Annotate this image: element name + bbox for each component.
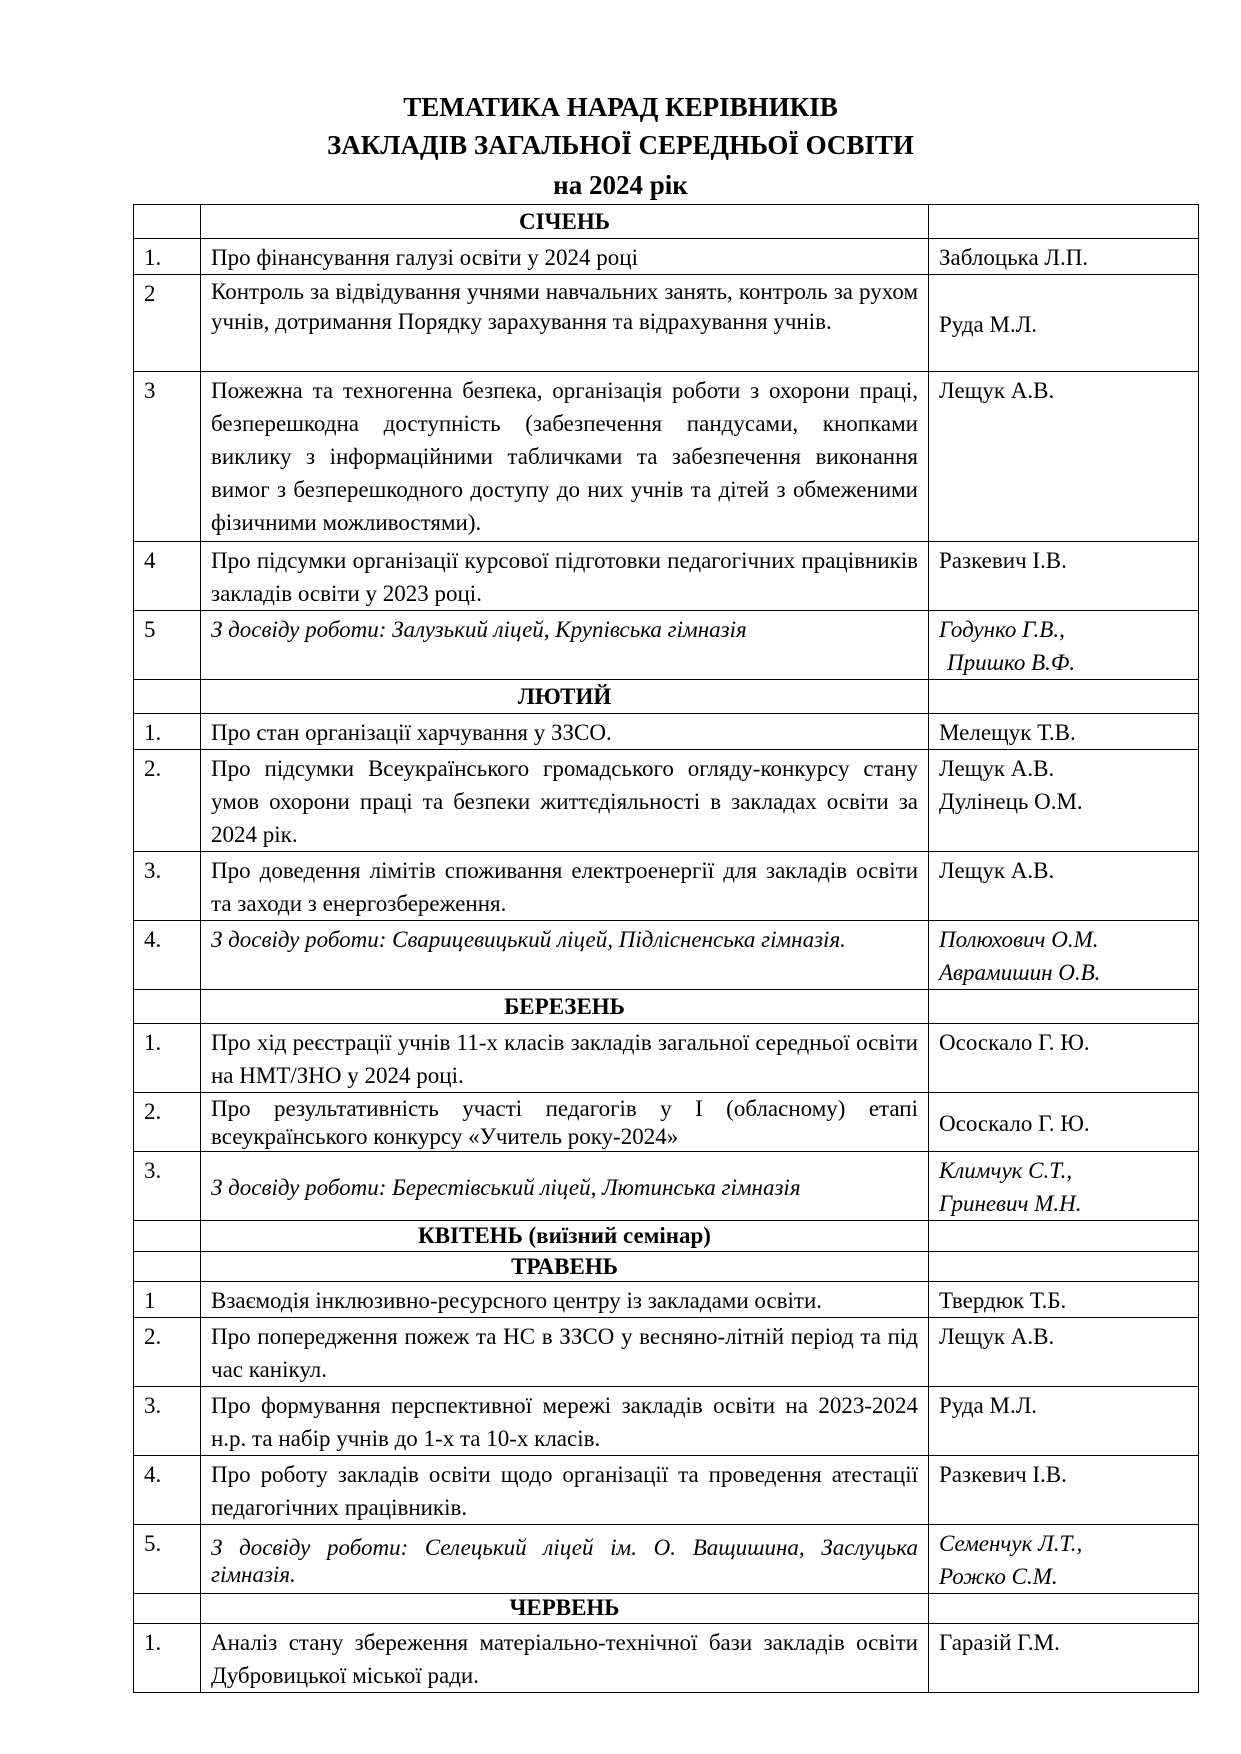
- table-row: [134, 275, 1199, 372]
- row-number: 4: [134, 542, 201, 611]
- meeting-topic: З досвіду роботи: Сварицевицький ліцей, Підлісненська гімназія.: [201, 921, 929, 990]
- meeting-topic: Пожежна та техногенна безпека, організація роботи з охорони праці, безперешкодна доступність (забезпечення пандусами, кнопками виклику з інформаційними табличками та забезпечення виконання вимог з безперешкодного доступу до них учнів та дітей з обмеженими фізичними можливостями).: [201, 372, 929, 542]
- responsible-person: Гаразій Г.М.: [929, 1624, 1199, 1693]
- empty-cell: [929, 680, 1199, 714]
- meeting-topic: З досвіду роботи: Залузький ліцей, Крупівська гімназія: [201, 611, 929, 680]
- row-number: 1.: [134, 1024, 201, 1093]
- table-row: [134, 1024, 1199, 1093]
- responsible-persons: [929, 750, 1199, 852]
- meeting-topic: Аналіз стану збереження матеріально-технічної бази закладів освіти Дубровицької міської ради.: [201, 1624, 929, 1693]
- document-title-year: на 2024 рік: [553, 170, 688, 200]
- month-label-june: ЧЕРВЕНЬ: [201, 1594, 929, 1624]
- responsible-person: Руда М.Л.: [929, 275, 1199, 372]
- responsible-person: Разкевич І.В.: [929, 1456, 1199, 1525]
- table-row: [134, 852, 1199, 921]
- meeting-topic: З досвіду роботи: Берестівський ліцей, Лютинська гімназія: [201, 1152, 929, 1221]
- month-row-march: [134, 990, 1199, 1024]
- month-label-january: СІЧЕНЬ: [201, 205, 929, 239]
- empty-cell: [134, 1252, 201, 1282]
- meeting-topic: Про стан організації харчування у ЗЗСО.: [201, 714, 929, 750]
- month-label-march: БЕРЕЗЕНЬ: [201, 990, 929, 1024]
- empty-cell: [134, 990, 201, 1024]
- row-number: 2.: [134, 750, 201, 852]
- empty-cell: [134, 1594, 201, 1624]
- responsible-person: Климчук С.Т.,: [939, 1158, 1073, 1183]
- table-row: [134, 1152, 1199, 1221]
- meeting-topic: Про результативність участі педагогів у І (обласному) етапі всеукраїнського конкурсу «Учитель року-2024»: [201, 1093, 929, 1152]
- table-row: [134, 1282, 1199, 1318]
- empty-cell: [929, 990, 1199, 1024]
- meeting-topic: Про хід реєстрації учнів 11-х класів закладів загальної середньої освіти на НМТ/ЗНО у 2024 році.: [201, 1024, 929, 1093]
- responsible-person: Руда М.Л.: [929, 1387, 1199, 1456]
- table-row: [134, 1387, 1199, 1456]
- table-row: [134, 714, 1199, 750]
- meeting-topic: Про фінансування галузі освіти у 2024 році: [201, 239, 929, 275]
- document-title-line-2: ЗАКЛАДІВ ЗАГАЛЬНОЇ СЕРЕДНЬОЇ ОСВІТИ: [327, 130, 914, 160]
- document-title-line-1: ТЕМАТИКА НАРАД КЕРІВНИКІВ: [403, 92, 838, 122]
- row-number: 4.: [134, 1456, 201, 1525]
- meeting-topic: Про підсумки організації курсової підготовки педагогічних працівників закладів освіти у 2023 році.: [201, 542, 929, 611]
- responsible-person: Разкевич І.В.: [929, 542, 1199, 611]
- month-row-may: [134, 1252, 1199, 1282]
- meetings-schedule-table: [133, 204, 1199, 1693]
- row-number: 3.: [134, 1152, 201, 1221]
- responsible-person: Годунко Г.В.,: [939, 617, 1065, 642]
- table-row: [134, 372, 1199, 542]
- row-number: 1.: [134, 1624, 201, 1693]
- meeting-topic: Контроль за відвідування учнями навчальних занять, контроль за рухом учнів, дотримання Порядку зарахування та відрахування учнів.: [201, 275, 929, 372]
- meeting-topic: Про підсумки Всеукраїнського громадського огляду-конкурсу стану умов охорони праці та безпеки життєдіяльності в закладах освіти за 2024 рік.: [201, 750, 929, 852]
- month-row-june: [134, 1594, 1199, 1624]
- responsible-person: Ососкало Г. Ю.: [929, 1093, 1199, 1152]
- responsible-persons: [929, 921, 1199, 990]
- empty-cell: [929, 1252, 1199, 1282]
- empty-cell: [929, 1594, 1199, 1624]
- meeting-topic: Про попередження пожеж та НС в ЗЗСО у весняно-літній період та під час канікул.: [201, 1318, 929, 1387]
- responsible-persons: [929, 1525, 1199, 1594]
- meeting-topic: Про доведення лімітів споживання електроенергії для закладів освіти та заходи з енергозбереження.: [201, 852, 929, 921]
- empty-cell: [134, 205, 201, 239]
- month-row-february: [134, 680, 1199, 714]
- responsible-person: Лещук А.В.: [929, 372, 1199, 542]
- table-row: [134, 542, 1199, 611]
- row-number: 3.: [134, 852, 201, 921]
- table-row: [134, 1525, 1199, 1594]
- month-row-april: [134, 1221, 1199, 1252]
- responsible-person: Аврамишин О.В.: [939, 960, 1101, 985]
- month-label-may: ТРАВЕНЬ: [201, 1252, 929, 1282]
- empty-cell: [929, 1221, 1199, 1252]
- table-row: [134, 611, 1199, 680]
- responsible-person: Ососкало Г. Ю.: [929, 1024, 1199, 1093]
- row-number: 2: [134, 275, 201, 372]
- responsible-person: Заблоцька Л.П.: [929, 239, 1199, 275]
- month-row-january: [134, 205, 1199, 239]
- meeting-topic: З досвіду роботи: Селецький ліцей ім. О. Ващишина, Заслуцька гімназія.: [201, 1525, 929, 1594]
- responsible-person: Полюхович О.М.: [939, 927, 1099, 952]
- responsible-persons: [929, 1152, 1199, 1221]
- meeting-topic: Про роботу закладів освіти щодо організації та проведення атестації педагогічних працівників.: [201, 1456, 929, 1525]
- responsible-person: Лещук А.В.: [929, 1318, 1199, 1387]
- responsible-person: Гриневич М.Н.: [939, 1191, 1082, 1216]
- row-number: 2.: [134, 1093, 201, 1152]
- row-number: 1.: [134, 239, 201, 275]
- table-row: [134, 750, 1199, 852]
- table-row: [134, 239, 1199, 275]
- responsible-person: Семенчук Л.Т.,: [939, 1531, 1083, 1556]
- responsible-person: Лещук А.В.: [929, 852, 1199, 921]
- table-row: [134, 921, 1199, 990]
- row-number: 1.: [134, 714, 201, 750]
- table-row: [134, 1093, 1199, 1152]
- row-number: 1: [134, 1282, 201, 1318]
- row-number: 5.: [134, 1525, 201, 1594]
- table-row: [134, 1624, 1199, 1693]
- row-number: 3.: [134, 1387, 201, 1456]
- responsible-person: Рожко С.М.: [939, 1564, 1058, 1589]
- month-label-april: КВІТЕНЬ (виїзний семінар): [201, 1221, 929, 1252]
- responsible-person: Мелещук Т.В.: [929, 714, 1199, 750]
- empty-cell: [134, 1221, 201, 1252]
- meeting-topic: Взаємодія інклюзивно-ресурсного центру із закладами освіти.: [201, 1282, 929, 1318]
- month-label-february: ЛЮТИЙ: [201, 680, 929, 714]
- table-row: [134, 1318, 1199, 1387]
- responsible-person: Пришко В.Ф.: [947, 650, 1076, 675]
- empty-cell: [134, 680, 201, 714]
- table-row: [134, 1456, 1199, 1525]
- row-number: 2.: [134, 1318, 201, 1387]
- responsible-person: Дулінець О.М.: [939, 789, 1083, 814]
- responsible-person: Твердюк Т.Б.: [929, 1282, 1199, 1318]
- row-number: 3: [134, 372, 201, 542]
- row-number: 4.: [134, 921, 201, 990]
- responsible-person: Лещук А.В.: [939, 756, 1055, 781]
- empty-cell: [929, 205, 1199, 239]
- responsible-persons: [929, 611, 1199, 680]
- row-number: 5: [134, 611, 201, 680]
- meeting-topic: Про формування перспективної мережі закладів освіти на 2023-2024 н.р. та набір учнів до 1-х та 10-х класів.: [201, 1387, 929, 1456]
